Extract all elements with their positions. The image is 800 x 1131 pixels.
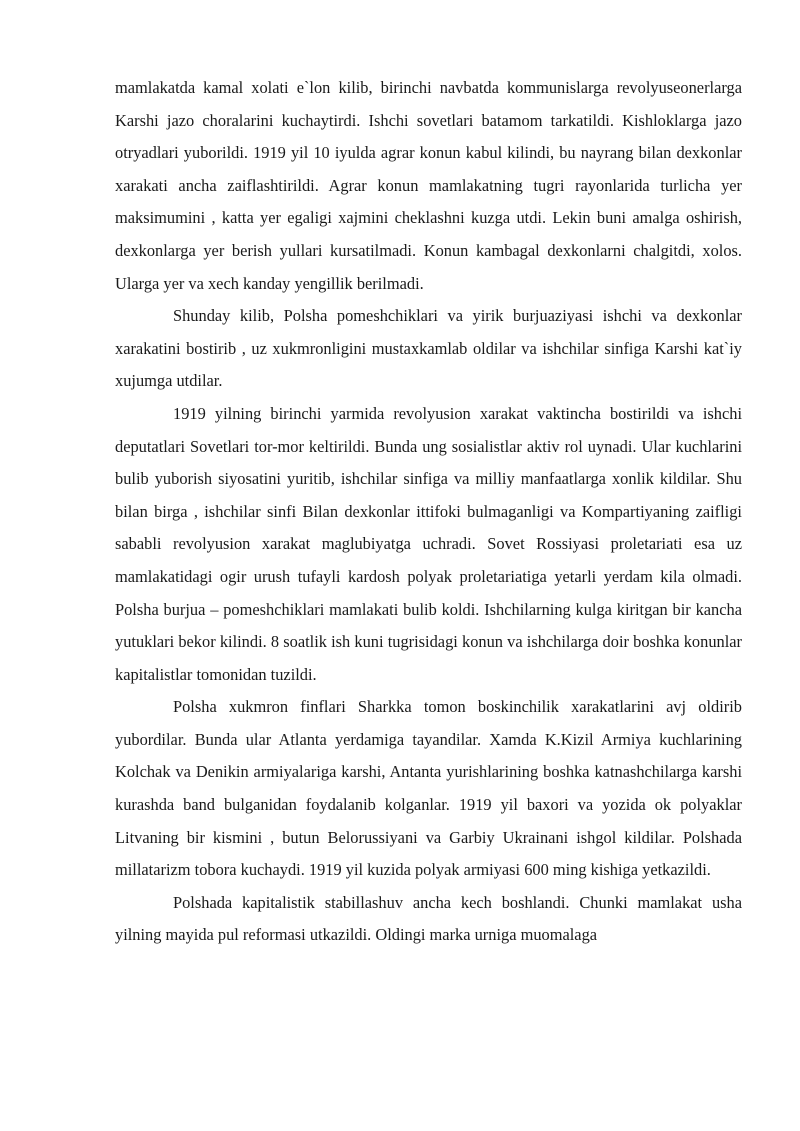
paragraph-5: Polshada kapitalistik stabillashuv ancha kech boshlandi. Chunki mamlakat usha yilning mayida pul reformasi utkazildi. Oldingi marka urniga muomalaga bbox=[115, 892, 742, 945]
paragraph-4: Polsha xukmron finflari Sharkka tomon boskinchilik xarakatlarini avj oldirib yubordilar. Bunda ular Atlanta yerdamiga tayandilar. Xamda K.Kizil Armiya kuchlarining Kolchak va Denikin armiyalariga karshi, Antanta yurishlarining boshka katnashchilarga karshi kurashda band bulganidan foydalanib kolganlar. 1919 yil baxori va yozida ok polyaklar Litvaning bir kismini , butun Belorussiyani va Garbiy Ukrainani ishgol kildilar. Polshada millatarizm tobora kuchaydi. 1919 yil kuzida polyak armiyasi 600 ming kishiga yetkazildi. bbox=[115, 697, 742, 880]
paragraph-2: Shunday kilib, Polsha pomeshchiklari va yirik burjuaziyasi ishchi va dexkonlar xarakatini bostirib , uz xukmronligini mustaxkamlab oldilar va ishchilar sinfiga Karshi kat`iy xujumga utdilar. bbox=[115, 306, 742, 391]
paragraph-1: mamlakatda kamal xolati e`lon kilib, birinchi navbatda kommunislarga revolyuseonerlarga Karshi jazo choralarini kuchaytirdi. Ishchi sovetlari batamom tarkatildi. Kishloklarga jazo otryadlari yuborildi. 1919 yil 10 iyulda agrar konun kabul kilindi, bu nayrang bilan dexkonlar xarakati ancha zaiflashtirildi. Agrar konun mamlakatning tugri rayonlarida turlicha yer maksimumini , katta yer egaligi xajmini cheklashni kuzga utdi. Lekin buni amalga oshirish, dexkonlarga yer berish yullari kursatilmadi. Konun kambagal dexkonlarni chalgitdi, xolos. Ularga yer va xech kanday yengillik berilmadi. bbox=[115, 78, 742, 293]
paragraph-3: 1919 yilning birinchi yarmida revolyusion xarakat vaktincha bostirildi va ishchi deputatlari Sovetlari tor-mor keltirildi. Bunda ung sosialistlar aktiv rol uynadi. Ular kuchlarini bulib yuborish siyosatini yuritib, ishchilar sinfiga va milliy manfaatlarga xonlik kildilar. Shu bilan birga , ishchilar sinfi Bilan dexkonlar ittifoki bulmaganligi va Kompartiyaning zaifligi sababli revolyusion xarakat maglubiyatga uchradi. Sovet Rossiyasi proletariati esa uz mamlakatidagi ogir urush tufayli kardosh polyak proletariatiga yetarli yerdam kila olmadi. Polsha burjua – pomeshchiklari mamlakati bulib koldi. Ishchilarning kulga kiritgan bir kancha yutuklari bekor kilindi. 8 soatlik ish kuni tugrisidagi konun va ishchilarga doir boshka konunlar kapitalistlar tomonidan tuzildi. bbox=[115, 403, 742, 684]
document-page bbox=[115, 72, 742, 952]
